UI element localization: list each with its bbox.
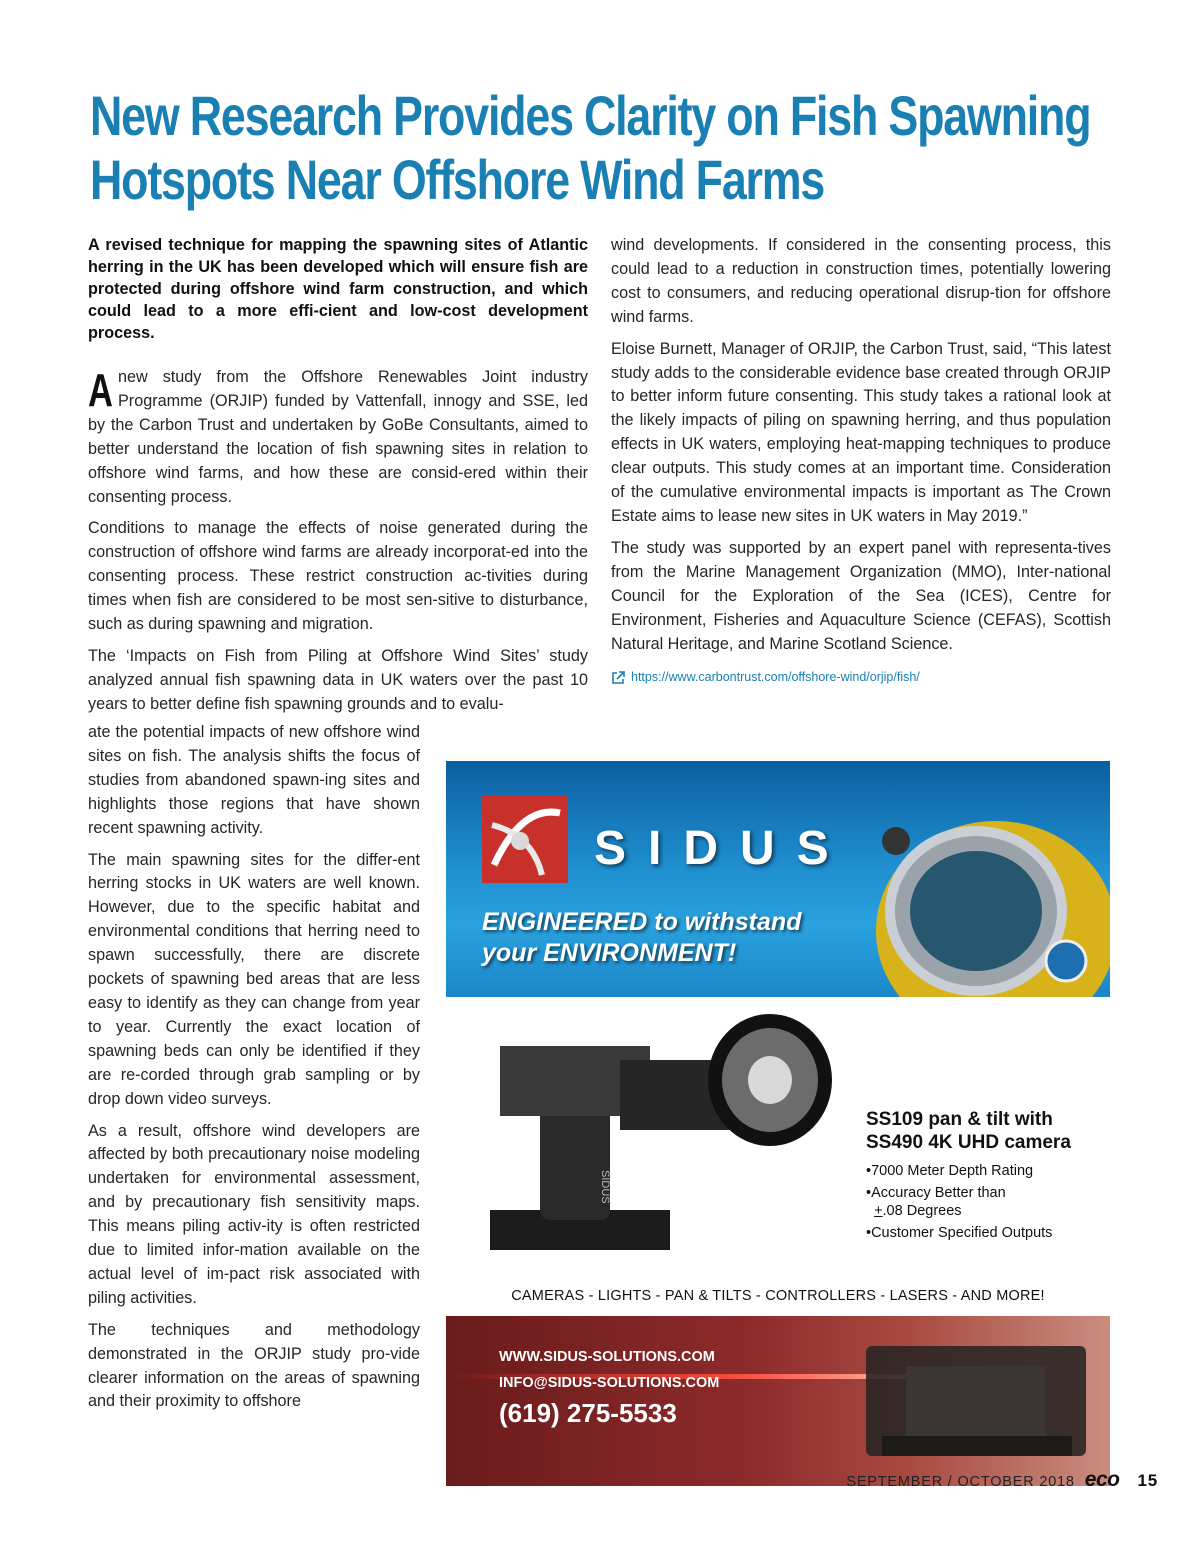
page-footer xyxy=(846,1468,1158,1492)
paragraph-r3: The study was supported by an expert panel with representa-tives from the Marine Management Organization (MMO), Inter-national Council for the Exploration of the Sea (ICES), Centre for Environment, Fisheries and Aquaculture Science (CEFAS), Scottish Natural Heritage, and Marine Scotland Science. xyxy=(611,538,1111,653)
sidus-brand: SIDUS xyxy=(594,822,851,875)
paragraph-r2: Eloise Burnett, Manager of ORJIP, the Carbon Trust, said, “This latest study adds to the considerable evidence base created through ORJIP to better inform future consenting. This study takes a rational look at the likely impacts of piling on spawning herring, and thus population effects in UK waters, employing heat-mapping techniques to produce clear outputs. This study comes at an important time. Consideration of the cumulative environmental impacts is important as The Crown Estate aims to lease new sites in UK waters in May 2019.” xyxy=(611,339,1111,525)
issue-date: SEPTEMBER / OCTOBER 2018 xyxy=(846,1474,1075,1490)
product-title xyxy=(866,1108,1116,1154)
bullet-accuracy xyxy=(866,1184,1116,1220)
paragraph-6: The techniques and methodology demonstrated in the ORJIP study pro-vide clearer information on the areas of spawning and their proximity to offshore xyxy=(88,1320,420,1411)
diver-helmet-image xyxy=(826,781,1110,997)
left-column-top xyxy=(88,234,588,717)
pan-tilt-camera-image xyxy=(470,1010,850,1270)
camera-brand-label: SIDUS xyxy=(599,1170,611,1204)
sidus-logo-icon xyxy=(482,795,568,883)
paragraph-3-top: The ‘Impacts on Fish from Piling at Offshore Wind Sites’ study analyzed annual fish spawning data in UK waters over the past 10 years to better define fish spawning grounds and to evalu- xyxy=(88,646,588,713)
bullet-accuracy-value: .08 Degrees xyxy=(882,1203,962,1219)
paragraph-r1: wind developments. If considered in the consenting process, this could lead to a reduction in construction times, potentially lowering cost to consumers, and reducing operational disrup-tion for offshore wind farms. xyxy=(611,236,1111,326)
article-lead: A revised technique for mapping the spawning sites of Atlantic herring in the UK has been developed which will ensure fish are protected during offshore wind farm construction, and which could lead to a more effi-cient and low-cost development process. xyxy=(88,236,588,342)
bullet-depth: • 7000 Meter Depth Rating xyxy=(866,1162,1116,1180)
product-bullets xyxy=(866,1162,1116,1246)
paragraph-1 xyxy=(88,366,588,509)
paragraph-5: As a result, offshore wind developers are affected by both precautionary noise modeling undertaken for environmental assessment, and by precautionary fish sensitivity maps. This means piling activ-ity is often restricted due to limited infor-mation available on the actual level of im-pact risk associated with piling activities. xyxy=(88,1121,420,1307)
ad-tagline xyxy=(482,907,801,969)
left-column-bottom xyxy=(88,721,420,1422)
ad-tagline-line-1: ENGINEERED to withstand xyxy=(482,908,802,936)
paragraph-2: Conditions to manage the effects of noise generated during the construction of offshore wind farms are already incorporat-ed into the consenting process. These restrict construction ac-tivities during times when fish are considered to be most sen-sitive to disturbance, such as during spawning and migration. xyxy=(88,519,588,634)
bullet-accuracy-text: Accuracy Better than xyxy=(871,1185,1006,1201)
product-categories: CAMERAS - LIGHTS - PAN & TILTS - CONTROLLERS - LASERS - AND MORE! xyxy=(511,1288,1045,1304)
product-title-line-2: SS490 4K UHD camera xyxy=(866,1132,1071,1153)
plus-minus-sign: + xyxy=(874,1203,883,1219)
sidus-ad-banner xyxy=(446,761,1110,997)
page-number: 15 xyxy=(1137,1471,1158,1490)
product-title-line-1: SS109 pan & tilt with xyxy=(866,1109,1053,1130)
drop-cap: A xyxy=(88,364,113,416)
external-link-icon xyxy=(611,671,625,685)
ad-tagline-line-2: your ENVIRONMENT! xyxy=(482,939,737,967)
contact-website[interactable]: WWW.SIDUS-SOLUTIONS.COM xyxy=(499,1349,715,1365)
source-link[interactable] xyxy=(611,666,1111,690)
article-headline: New Research Provides Clarity on Fish Spawning Hotspots Near Offshore Wind Farms xyxy=(90,84,1091,211)
paragraph-1-text: new study from the Offshore Renewables Joint industry Programme (ORJIP) funded by Vattenfall, innogy and SSE, led by the Carbon Trust and undertaken by GoBe Consultants, aimed to better understand the location of fish spawning sites in relation to offshore wind farms, and how these are consid-ered within their consenting process. xyxy=(88,368,588,506)
paragraph-3-rest: ate the potential impacts of new offshore wind sites on fish. The analysis shifts the focus of studies from abandoned spawn-ing sites and highlights those regions that have shown recent spawning activity. xyxy=(88,723,420,837)
paragraph-4: The main spawning sites for the differ-ent herring stocks in UK waters are well known. However, due to the specific habitat and environmental conditions that herring need to spawn successfully, there are discrete pockets of spawning bed areas that are less easy to identify as they can change from year to year. Currently the exact location of spawning beds can only be identified if they are re-corded through grab sampling or by drop down video surveys. xyxy=(88,850,420,1108)
magazine-logo: eco xyxy=(1084,1468,1120,1491)
contact-phone[interactable]: (619) 275-5533 xyxy=(499,1398,677,1428)
bullet-outputs: • Customer Specified Outputs xyxy=(866,1224,1116,1242)
source-link-url[interactable]: https://www.carbontrust.com/offshore-wind/orjip/fish/ xyxy=(631,670,920,685)
right-column xyxy=(611,234,1111,690)
contact-box xyxy=(446,1316,1110,1486)
contact-email[interactable]: INFO@SIDUS-SOLUTIONS.COM xyxy=(499,1375,720,1391)
